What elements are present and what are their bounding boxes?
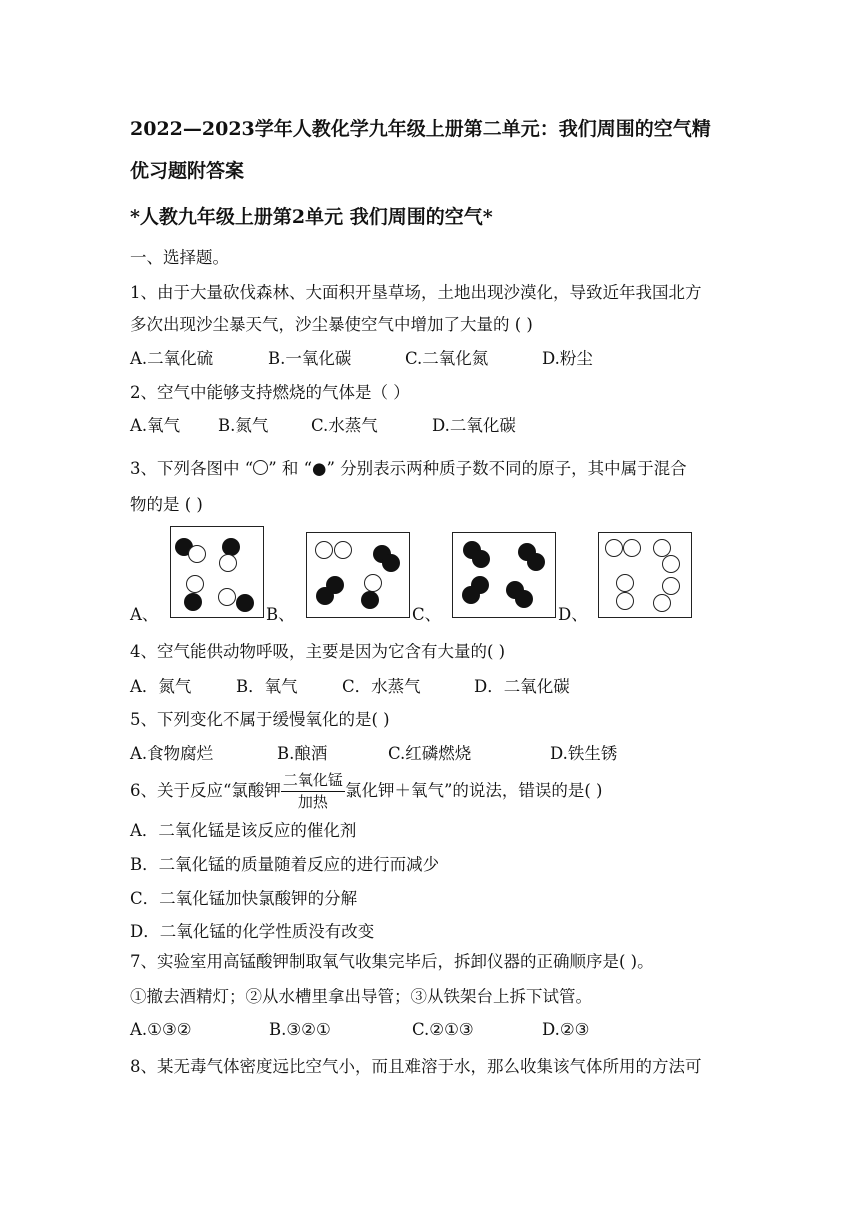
- q6-option-b: B．二氧化锰的质量随着反应的进行而减少: [130, 855, 440, 874]
- q3-diagram-b: [306, 532, 410, 618]
- white-atom-icon: [219, 554, 237, 572]
- q6-text-post: 氯化钾＋氧气”的说法，错误的是( ): [344, 781, 603, 800]
- black-atom-icon: [515, 590, 533, 608]
- q3-diagram-d: [598, 532, 692, 618]
- q3-diagram-c: [452, 532, 556, 618]
- q4-option-c: C．水蒸气: [342, 677, 421, 696]
- white-atom-icon: [315, 541, 333, 559]
- reaction-condition-catalyst: 二氧化锰: [282, 770, 343, 789]
- q6-text-pre: 6、关于反应“氯酸钾: [130, 781, 281, 800]
- q3-text-line1: [130, 458, 687, 480]
- q5-option-b: B.酿酒: [277, 744, 328, 763]
- q6-option-c: C．二氧化锰加快氯酸钾的分解: [130, 889, 358, 908]
- white-atom-icon: [623, 539, 641, 557]
- q1-text-line2: 多次出现沙尘暴天气，沙尘暴使空气中增加了大量的 ( ): [130, 315, 533, 334]
- q1-option-a: A.二氧化硫: [130, 349, 214, 368]
- document-title-line1: 2022—2023学年人教化学九年级上册第二单元：我们周围的空气精: [130, 118, 711, 140]
- q1-text-line1: 1、由于大量砍伐森林、大面积开垦草场，土地出现沙漠化，导致近年我国北方: [130, 283, 702, 302]
- q2-option-a: A.氧气: [130, 416, 181, 435]
- q2-option-b: B.氮气: [218, 416, 269, 435]
- q3-text-pre: 3、下列各图中 “: [130, 459, 254, 478]
- white-atom-icon: [253, 460, 268, 475]
- white-atom-icon: [616, 574, 634, 592]
- q4-option-d: D．二氧化碳: [474, 677, 570, 696]
- q3-label-b: B、: [266, 605, 295, 624]
- white-atom-icon: [653, 594, 671, 612]
- unit-subtitle: *人教九年级上册第2单元 我们周围的空气*: [130, 206, 493, 228]
- q5-option-c: C.红磷燃烧: [388, 744, 472, 763]
- section-heading: 一、选择题。: [130, 248, 229, 267]
- q7-steps: ①撤去酒精灯；②从水槽里拿出导管；③从铁架台上拆下试管。: [130, 987, 592, 1006]
- q7-text: 7、实验室用高锰酸钾制取氧气收集完毕后，拆卸仪器的正确顺序是( )。: [130, 952, 654, 971]
- white-atom-icon: [188, 545, 206, 563]
- q4-text: 4、空气能供动物呼吸，主要是因为它含有大量的( ): [130, 642, 506, 661]
- black-atom-icon: [184, 593, 202, 611]
- q6-option-d: D．二氧化锰的化学性质没有改变: [130, 922, 375, 941]
- black-atom-icon: [236, 594, 254, 612]
- q5-option-d: D.铁生锈: [550, 744, 618, 763]
- q5-text: 5、下列变化不属于缓慢氧化的是( ): [130, 710, 390, 729]
- q3-label-d: D、: [558, 605, 588, 624]
- reaction-condition-heat: 加热: [297, 792, 328, 811]
- q3-diagram-a: [170, 526, 264, 618]
- q1-option-c: C.二氧化氮: [405, 349, 489, 368]
- q4-option-a: A．氮气: [130, 677, 192, 696]
- white-atom-icon: [662, 555, 680, 573]
- document-title-line2: 优习题附答案: [130, 160, 245, 182]
- white-atom-icon: [616, 592, 634, 610]
- q2-option-d: D.二氧化碳: [432, 416, 516, 435]
- q3-text-line2: 物的是 ( ): [130, 495, 203, 514]
- q1-option-b: B.一氧化碳: [268, 349, 352, 368]
- black-atom-icon: [382, 554, 400, 572]
- q2-option-c: C.水蒸气: [311, 416, 378, 435]
- white-atom-icon: [605, 539, 623, 557]
- black-atom-icon: [462, 586, 480, 604]
- q7-option-b: B.③②①: [269, 1020, 331, 1039]
- q6-option-a: A．二氧化锰是该反应的催化剂: [130, 821, 357, 840]
- black-atom-icon: [472, 550, 490, 568]
- q5-option-a: A.食物腐烂: [130, 744, 214, 763]
- reaction-arrow: [281, 770, 345, 811]
- q8-text: 8、某无毒气体密度远比空气小，而且难溶于水，那么收集该气体所用的方法可: [130, 1057, 702, 1076]
- black-atom-icon: [222, 538, 240, 556]
- q2-text: 2、空气中能够支持燃烧的气体是（ ）: [130, 383, 410, 402]
- q6-text: [130, 770, 603, 811]
- q7-option-d: D.②③: [542, 1020, 590, 1039]
- black-atom-icon: [527, 553, 545, 571]
- q7-option-a: A.①③②: [130, 1020, 192, 1039]
- q3-text-mid: ” 和 “●” 分别表示两种质子数不同的原子，其中属于混合: [268, 459, 687, 478]
- q3-label-c: C、: [412, 605, 442, 624]
- q4-option-b: B．氧气: [236, 677, 298, 696]
- white-atom-icon: [218, 588, 236, 606]
- white-atom-icon: [186, 575, 204, 593]
- black-atom-icon: [316, 587, 334, 605]
- white-atom-icon: [364, 574, 382, 592]
- black-atom-icon: [361, 591, 379, 609]
- white-atom-icon: [334, 541, 352, 559]
- white-atom-icon: [662, 577, 680, 595]
- q7-option-c: C.②①③: [412, 1020, 474, 1039]
- q1-option-d: D.粉尘: [542, 349, 593, 368]
- q3-label-a: A、: [130, 605, 159, 624]
